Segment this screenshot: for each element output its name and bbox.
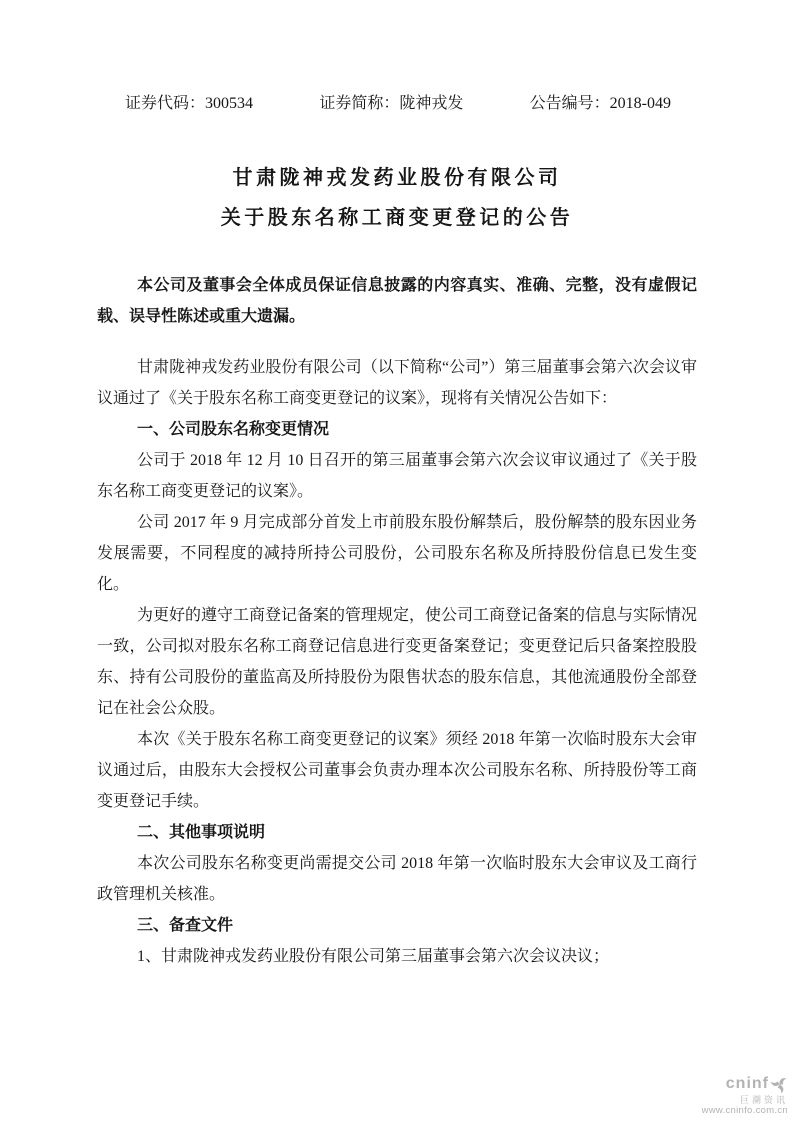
security-code: 证券代码：300534: [125, 95, 254, 112]
intro-paragraph: 甘肃陇神戎发药业股份有限公司（以下简称“公司”）第三届董事会第六次会议审议通过了《关于股东名称工商变更登记的议案》，现将有关情况公告如下：: [97, 359, 697, 407]
cninfo-url: www.cninfo.com.cn: [701, 1105, 788, 1117]
cninfo-swirl-icon: [771, 1076, 788, 1093]
cninfo-brand-row: [702, 1075, 788, 1093]
section-1-heading: 一、公司股东名称变更情况: [137, 421, 330, 438]
doc-header: [97, 95, 697, 112]
disclosure-statement: 本公司及董事会全体成员保证信息披露的内容真实、准确、完整，没有虚假记载、误导性陈述或重大遗漏。: [97, 277, 697, 325]
cninfo-watermark: [702, 1075, 788, 1117]
section-shareholder-name-change: [97, 414, 697, 817]
section-1-paragraph-2: 公司 2017 年 9 月完成部分首发上市前股东股份解禁后，股份解禁的股东因业务发展需要，不同程度的减持所持公司股份，公司股东名称及所持股份信息已发生变化。: [97, 514, 697, 593]
cninfo-brand-text: cninf: [725, 1075, 769, 1093]
document-title-line1: 甘肃陇神戎发药业股份有限公司: [232, 167, 562, 189]
section-1-paragraph-4: 本次《关于股东名称工商变更登记的议案》须经 2018 年第一次临时股东大会审议通过后，由股东大会授权公司董事会负责办理本次公司股东名称、所持股份等工商变更登记手续。: [97, 731, 697, 810]
section-2-paragraph-1: 本次公司股东名称变更尚需提交公司 2018 年第一次临时股东大会审议及工商行政管理机关核准。: [97, 855, 697, 903]
document-title: [97, 158, 697, 238]
section-reference-documents: [97, 910, 697, 972]
section-3-heading: 三、备查文件: [137, 917, 234, 934]
section-1-paragraph-1: 公司于 2018 年 12 月 10 日召开的第三届董事会第六次会议审议通过了《关于股东名称工商变更登记的议案》。: [97, 452, 697, 500]
section-2-heading: 二、其他事项说明: [137, 824, 266, 841]
security-short-name: 证券简称：陇神戎发: [319, 95, 464, 112]
document-title-line2: 关于股东名称工商变更登记的公告: [220, 207, 574, 229]
document-body: [97, 270, 697, 972]
section-3-list-item-1: 1、甘肃陇神戎发药业股份有限公司第三届董事会第六次会议决议；: [137, 948, 610, 965]
announcement-number: 公告编号：2018-049: [529, 95, 671, 112]
section-other-matters: [97, 817, 697, 910]
section-1-paragraph-3: 为更好的遵守工商登记备案的管理规定，使公司工商登记备案的信息与实际情况一致，公司拟对股东名称工商登记信息进行变更备案登记；变更登记后只备案控股股东、持有公司股份的董监高及所持股份为限售状态的股东信息，其他流通股份全部登记在社会公众股。: [97, 607, 698, 717]
cninfo-chinese-name: 巨潮资讯: [739, 1094, 788, 1105]
